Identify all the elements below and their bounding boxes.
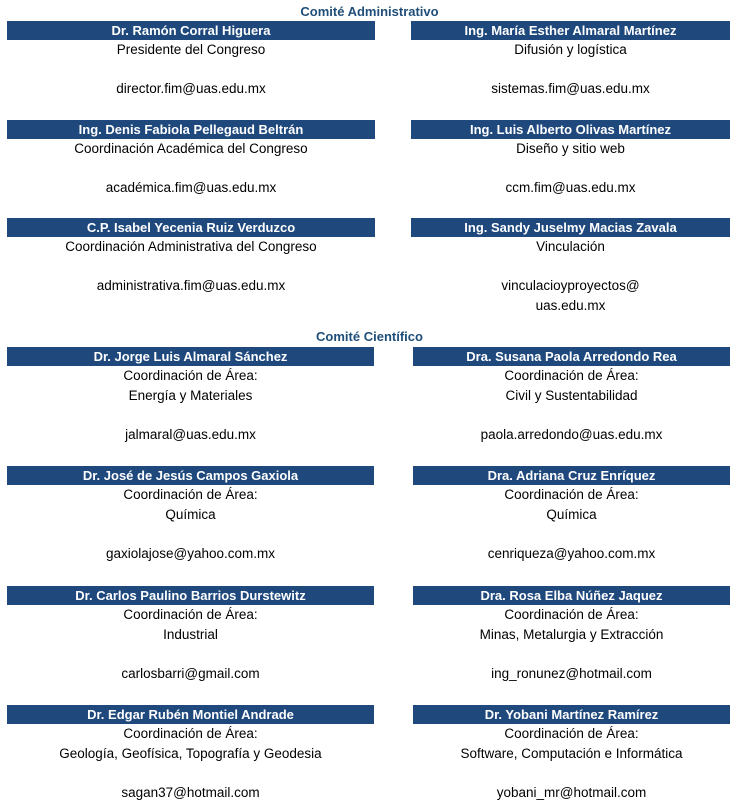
- member-email: sistemas.fim@uas.edu.mx: [491, 81, 650, 97]
- member-name: Ing. Sandy Juselmy Macias Zavala: [411, 218, 730, 237]
- member-name: Dr. Yobani Martínez Ramírez: [413, 705, 730, 724]
- member-name: Dra. Adriana Cruz Enríquez: [413, 466, 730, 485]
- sci-card-nunez: [413, 586, 739, 684]
- spacer: [413, 763, 730, 783]
- area-label: Coordinación de Área:: [504, 726, 639, 741]
- member-email-continued: uas.edu.mx: [535, 298, 606, 314]
- member-name: Dra. Susana Paola Arredondo Rea: [413, 347, 730, 366]
- admin-card-pellegaud: [7, 120, 375, 198]
- area-label: Coordinación de Área:: [504, 487, 639, 502]
- spacer: [7, 257, 375, 277]
- spacer: [7, 524, 374, 544]
- member-email: jalmaral@uas.edu.mx: [125, 427, 256, 443]
- sci-card-cruz: [413, 466, 739, 564]
- spacer: [7, 644, 374, 664]
- spacer: [7, 60, 375, 80]
- spacer: [411, 159, 730, 179]
- member-name: Dr. José de Jesús Campos Gaxiola: [7, 466, 374, 485]
- area-label: Coordinación de Área:: [123, 726, 258, 741]
- member-email: vinculacioyproyectos@: [501, 278, 640, 294]
- member-role: Difusión y logística: [514, 42, 627, 57]
- area-name: Civil y Sustentabilidad: [505, 387, 638, 403]
- area-name: Química: [165, 506, 216, 522]
- spacer: [7, 159, 375, 179]
- member-email: ing_ronunez@hotmail.com: [491, 666, 652, 682]
- admin-committee-title: Comité Administrativo: [300, 4, 439, 19]
- member-role: Presidente del Congreso: [116, 42, 266, 57]
- member-name: Dra. Rosa Elba Núñez Jaquez: [413, 586, 730, 605]
- admin-card-olivas: [411, 120, 739, 198]
- member-name: Dr. Jorge Luis Almaral Sánchez: [7, 347, 374, 366]
- area-label: Coordinación de Área:: [504, 607, 639, 622]
- spacer: [413, 405, 730, 425]
- member-email: ccm.fim@uas.edu.mx: [505, 180, 636, 196]
- spacer: [413, 524, 730, 544]
- area-name: Minas, Metalurgia y Extracción: [479, 626, 664, 642]
- spacer: [7, 405, 374, 425]
- spacer: [411, 257, 730, 277]
- area-name: Industrial: [163, 626, 218, 642]
- member-email: cenriqueza@yahoo.com.mx: [487, 546, 656, 562]
- member-role: Vinculación: [536, 239, 605, 254]
- spacer: [413, 644, 730, 664]
- spacer: [7, 763, 374, 783]
- area-name: Software, Computación e Informática: [460, 745, 683, 761]
- sci-card-martinez: [413, 705, 739, 803]
- sci-card-montiel: [7, 705, 375, 803]
- sci-card-barrios: [7, 586, 375, 684]
- admin-card-corral: [7, 21, 375, 99]
- area-name: Química: [546, 506, 597, 522]
- member-email: gaxiolajose@yahoo.com.mx: [105, 546, 276, 562]
- member-name: Ing. Denis Fabiola Pellegaud Beltrán: [7, 120, 375, 139]
- admin-card-ruiz: [7, 218, 375, 296]
- member-role: Coordinación Administrativa del Congreso: [65, 239, 317, 254]
- member-role: Coordinación Académica del Congreso: [74, 141, 308, 156]
- member-email: yobani_mr@hotmail.com: [496, 785, 647, 801]
- member-email: carlosbarri@gmail.com: [121, 666, 260, 682]
- member-email: sagan37@hotmail.com: [121, 785, 260, 801]
- member-name: Dr. Carlos Paulino Barrios Durstewitz: [7, 586, 374, 605]
- member-email: paola.arredondo@uas.edu.mx: [480, 427, 663, 443]
- area-name: Energía y Materiales: [128, 387, 253, 403]
- sci-card-almaral: [7, 347, 375, 445]
- admin-card-almaral: [411, 21, 739, 99]
- member-name: Ing. María Esther Almaral Martínez: [411, 21, 730, 40]
- area-label: Coordinación de Área:: [123, 487, 258, 502]
- member-role: Diseño y sitio web: [516, 141, 625, 156]
- sci-card-arredondo: [413, 347, 739, 445]
- member-name: Dr. Edgar Rubén Montiel Andrade: [7, 705, 374, 724]
- member-name: Ing. Luis Alberto Olivas Martínez: [411, 120, 730, 139]
- sci-card-campos: [7, 466, 375, 564]
- area-name: Geología, Geofísica, Topografía y Geodesia: [59, 745, 322, 761]
- spacer: [411, 60, 730, 80]
- member-name: Dr. Ramón Corral Higuera: [7, 21, 375, 40]
- member-name: C.P. Isabel Yecenia Ruiz Verduzco: [7, 218, 375, 237]
- member-email: director.fim@uas.edu.mx: [116, 81, 266, 97]
- member-email: académica.fim@uas.edu.mx: [105, 180, 277, 196]
- scientific-committee-title: Comité Científico: [316, 329, 423, 344]
- member-email: administrativa.fim@uas.edu.mx: [96, 278, 286, 294]
- area-label: Coordinación de Área:: [123, 368, 258, 383]
- area-label: Coordinación de Área:: [504, 368, 639, 383]
- admin-card-macias: [411, 218, 739, 316]
- area-label: Coordinación de Área:: [123, 607, 258, 622]
